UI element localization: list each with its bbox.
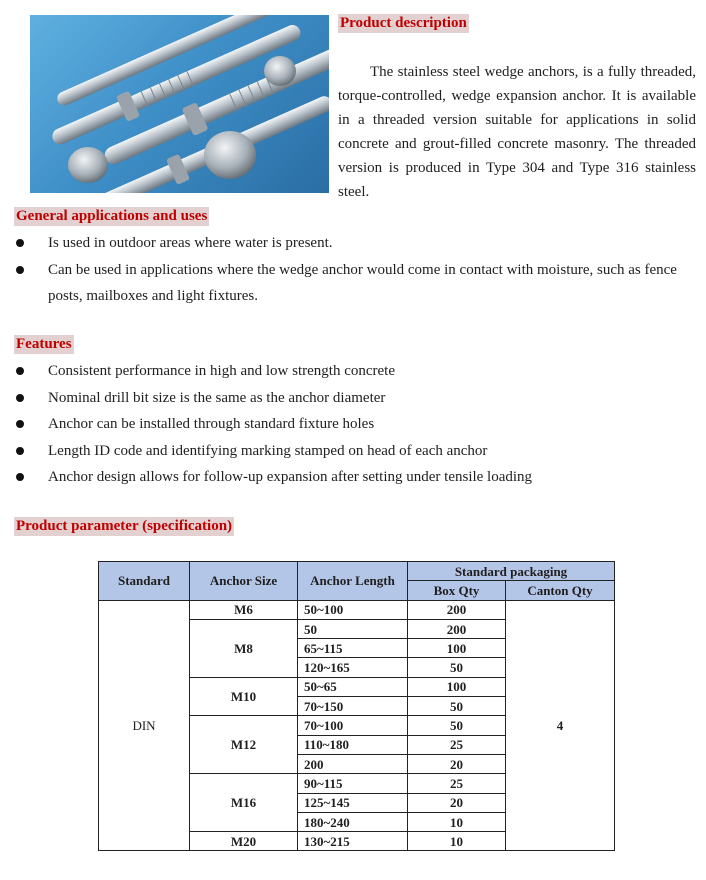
length-cell: 125~145 xyxy=(298,793,408,812)
list-item: Anchor design allows for follow-up expansion after setting under tensile loading xyxy=(16,464,698,491)
box-qty-cell: 200 xyxy=(408,619,506,638)
box-qty-cell: 200 xyxy=(408,600,506,619)
standard-cell: DIN xyxy=(99,600,190,851)
list-item: Can be used in applications where the wedge anchor would come in contact with moisture, such as fence posts, mailboxes and light fixtures. xyxy=(16,257,698,310)
header-standard-packaging: Standard packaging xyxy=(408,562,615,581)
header-anchor-length: Anchor Length xyxy=(298,562,408,601)
length-cell: 110~180 xyxy=(298,735,408,754)
parameter-heading: Product parameter (specification) xyxy=(16,518,233,534)
box-qty-cell: 20 xyxy=(408,793,506,812)
features-heading: Features xyxy=(16,336,72,352)
list-item: Nominal drill bit size is the same as the anchor diameter xyxy=(16,385,698,412)
box-qty-cell: 50 xyxy=(408,658,506,677)
length-cell: 65~115 xyxy=(298,639,408,658)
size-cell: M20 xyxy=(190,832,298,851)
box-qty-cell: 10 xyxy=(408,812,506,831)
size-cell: M6 xyxy=(190,600,298,619)
size-cell: M10 xyxy=(190,677,298,716)
length-cell: 200 xyxy=(298,754,408,773)
size-cell: M12 xyxy=(190,716,298,774)
box-qty-cell: 25 xyxy=(408,774,506,793)
list-item: Anchor can be installed through standard fixture holes xyxy=(16,411,698,438)
header-carton-qty: Canton Qty xyxy=(506,581,615,600)
length-cell: 70~100 xyxy=(298,716,408,735)
length-cell: 180~240 xyxy=(298,812,408,831)
table-row xyxy=(99,600,615,619)
header-standard: Standard xyxy=(99,562,190,601)
wedge-anchor-illustration xyxy=(30,15,329,193)
length-cell: 70~150 xyxy=(298,697,408,716)
length-cell: 50~65 xyxy=(298,677,408,696)
box-qty-cell: 50 xyxy=(408,697,506,716)
length-cell: 90~115 xyxy=(298,774,408,793)
size-cell: M16 xyxy=(190,774,298,832)
box-qty-cell: 20 xyxy=(408,754,506,773)
box-qty-cell: 100 xyxy=(408,639,506,658)
product-description-heading: Product description xyxy=(340,15,467,31)
box-qty-cell: 50 xyxy=(408,716,506,735)
box-qty-cell: 100 xyxy=(408,677,506,696)
applications-heading: General applications and uses xyxy=(16,208,208,224)
header-anchor-size: Anchor Size xyxy=(190,562,298,601)
carton-qty-cell: 4 xyxy=(506,600,615,851)
length-cell: 50 xyxy=(298,619,408,638)
header-box-qty: Box Qty xyxy=(408,581,506,600)
list-item: Is used in outdoor areas where water is present. xyxy=(16,230,698,257)
product-description-text: The stainless steel wedge anchors, is a fully threaded, torque-controlled, wedge expansion anchor. It is available in a threaded version suitable for applications in solid concrete and grout-filled concrete masonry. The threaded version is produced in Type 304 and Type 316 stainless steel. xyxy=(338,64,696,200)
length-cell: 130~215 xyxy=(298,832,408,851)
features-list xyxy=(16,358,698,491)
applications-list xyxy=(16,230,698,310)
list-item: Length ID code and identifying marking stamped on head of each anchor xyxy=(16,438,698,465)
box-qty-cell: 25 xyxy=(408,735,506,754)
length-cell: 120~165 xyxy=(298,658,408,677)
list-item: Consistent performance in high and low strength concrete xyxy=(16,358,698,385)
specification-table xyxy=(98,561,615,851)
box-qty-cell: 10 xyxy=(408,832,506,851)
product-photo xyxy=(30,15,329,193)
length-cell: 50~100 xyxy=(298,600,408,619)
size-cell: M8 xyxy=(190,619,298,677)
